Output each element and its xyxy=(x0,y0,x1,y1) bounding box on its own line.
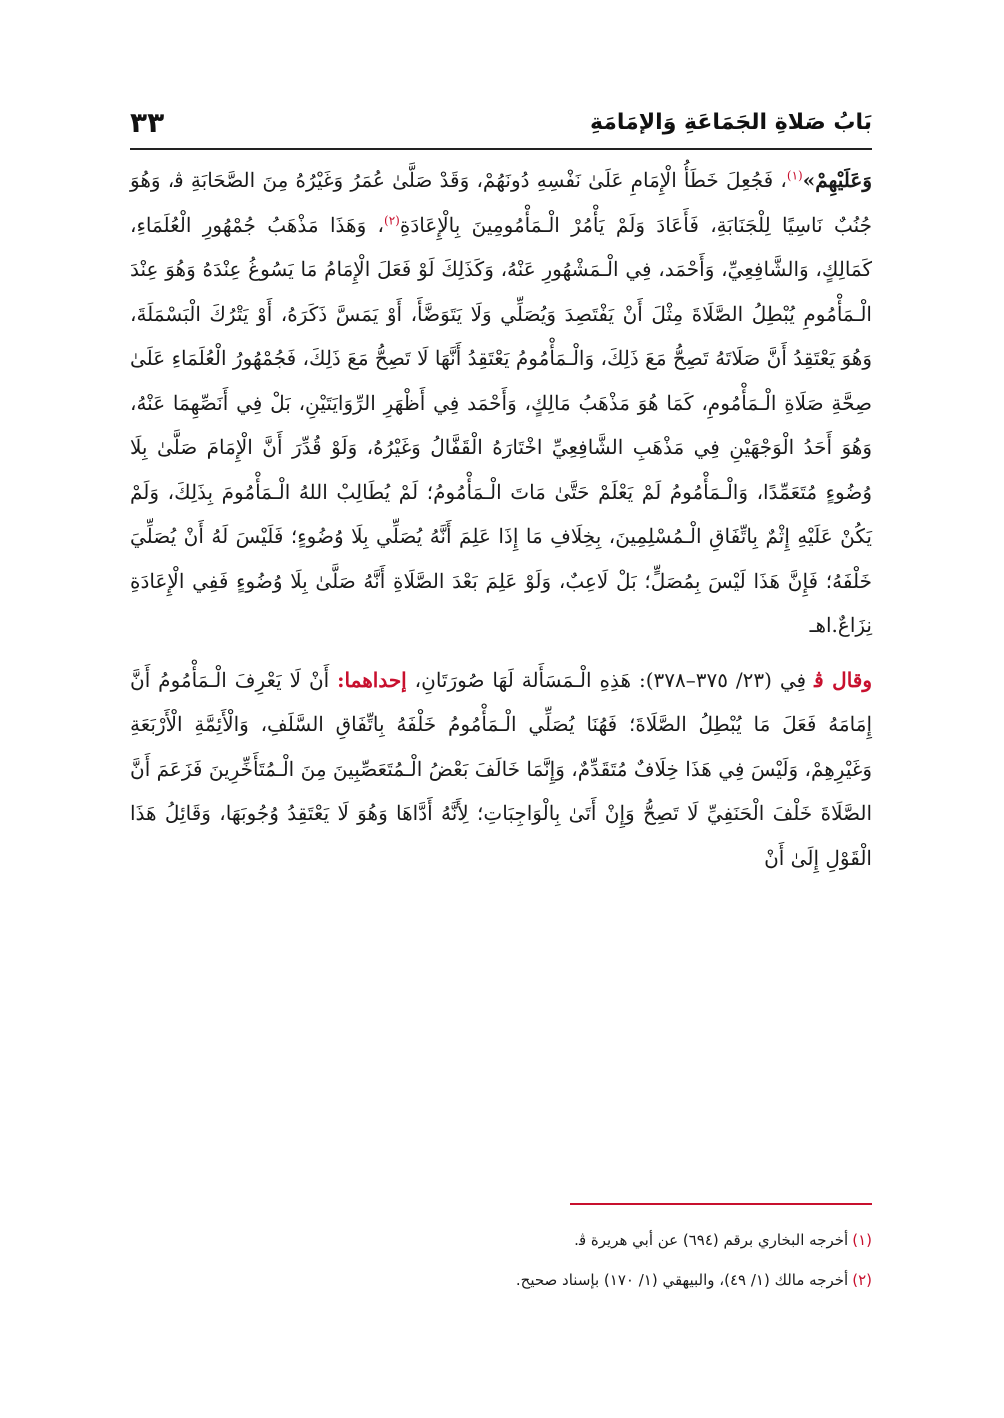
footnote-divider xyxy=(570,1203,872,1205)
paragraph-2-label: إحداهما: xyxy=(337,667,407,692)
page-number: ٣٣ xyxy=(130,106,165,139)
main-text xyxy=(130,158,872,880)
paragraph-1-intro: وَعَلَيْهِمْ» xyxy=(802,168,872,192)
header-divider xyxy=(130,148,872,150)
page-header xyxy=(130,106,872,146)
paragraph-1 xyxy=(130,158,872,648)
paragraph-1-text-a: ، فَجُعِلَ خَطَأُ الْإِمَامِ عَلَىٰ نَفْسِهِ دُونَهُمْ، وَقَدْ صَلَّىٰ عُمَرُ وَغَيْرُهُ مِنَ الصَّحَابَةِ ﭬ، وَهُوَ جُنُبٌ نَاسِيًا لِلْجَنَابَةِ، فَأَعَادَ وَلَمْ يَأْمُرْ الْـمَأْمُومِينَ بِالْإِعَادَةِ xyxy=(130,168,872,237)
footnote-2-text: أخرجه مالك (١/ ٤٩)، والبيهقي (١/ ١٧٠) بإسناد صحيح. xyxy=(515,1271,849,1289)
paragraph-2-text: أَنْ لَا يَعْرِفَ الْـمَأْمُومُ أَنَّ إِمَامَهُ فَعَلَ مَا يُبْطِلُ الصَّلَاةَ؛ فَهُنَا يُصَلِّي الْـمَأْمُومُ خَلْفَهُ بِاتِّفَاقِ السَّلَفِ، وَالْأَئِمَّةِ الْأَرْبَعَةِ وَغَيْرِهِمْ، وَلَيْسَ فِي هَذَا خِلَافٌ مُتَقَدِّمٌ، وَإِنَّمَا خَالَفَ بَعْضُ الْـمُتَعَصِّبِينَ مِنَ الْـمُتَأَخِّرِينَ فَزَعَمَ أَنَّ الصَّلَاةَ خَلْفَ الْحَنَفِيِّ لَا تَصِحُّ وَإِنْ أَتَىٰ بِالْوَاجِبَاتِ؛ لِأَنَّهُ أَدَّاهَا وَهُوَ لَا يَعْتَقِدُ وُجُوبَهَا، وَقَائِلُ هَذَا الْقَوْلِ إِلَىٰ أَنْ xyxy=(130,667,872,870)
footnote-2-number: (٢) xyxy=(852,1271,872,1289)
footnote-ref-1[interactable]: (١) xyxy=(786,168,803,183)
footnote-1-text: أخرجه البخاري برقم (٦٩٤) عن أبي هريرة ﭬ. xyxy=(574,1231,849,1249)
footnote-1-number: (١) xyxy=(852,1231,872,1249)
footnote-2 xyxy=(130,1260,872,1300)
paragraph-1-text-b: ، وَهَذَا مَذْهَبُ جُمْهُورِ الْعُلَمَاءِ، كَمَالِكٍ، وَالشَّافِعِيِّ، وَأَحْمَد، فِي الْـمَشْهُورِ عَنْهُ، وَكَذَلِكَ لَوْ فَعَلَ الْإِمَامُ مَا يَسُوغُ عِنْدَهُ وَهُوَ عِنْدَ الْـمَأْمُومِ يُبْطِلُ الصَّلَاةَ مِثْلَ أَنْ يَفْتَصِدَ وَيُصَلِّي وَلَا يَتَوَضَّأَ، أَوْ يَمَسَّ ذَكَرَهُ، أَوْ يَتْرُكَ الْبَسْمَلَةَ، وَهُوَ يَعْتَقِدُ أَنَّ صَلَاتَهُ تَصِحُّ مَعَ ذَلِكَ، وَالْـمَأْمُومُ يَعْتَقِدُ أَنَّهَا لَا تَصِحُّ مَعَ ذَلِكَ، فَجُمْهُورُ الْعُلَمَاءِ عَلَىٰ صِحَّةِ صَلَاةِ الْـمَأْمُومِ، كَمَا هُوَ مَذْهَبُ مَالِكٍ، وَأَحْمَد فِي أَظْهَرِ الرِّوَايَتَيْنِ، بَلْ فِي أَنَصِّهِمَا عَنْهُ، وَهُوَ أَحَدُ الْوَجْهَيْنِ فِي مَذْهَبِ الشَّافِعِيِّ اخْتَارَهُ الْقَفَّالُ وَغَيْرُهُ، وَلَوْ قُدِّرَ أَنَّ الْإِمَامَ صَلَّىٰ بِلَا وُضُوءٍ مُتَعَمِّدًا، وَالْـمَأْمُومُ لَمْ يَعْلَمْ حَتَّىٰ مَاتَ الْـمَأْمُومُ؛ لَمْ يُطَالِبْ اللهُ الْـمَأْمُومَ بِذَلِكَ، وَلَمْ يَكُنْ عَلَيْهِ إِثْمٌ بِاتِّفَاقِ الْـمُسْلِمِينَ، بِخِلَافِ مَا إِذَا عَلِمَ أَنَّهُ يُصَلِّي بِلَا وُضُوءٍ؛ فَلَيْسَ لَهُ أَنْ يُصَلِّيَ خَلْفَهُ؛ فَإِنَّ هَذَا لَيْسَ بِمُصَلٍّ؛ بَلْ لَاعِبٌ، وَلَوْ عَلِمَ بَعْدَ الصَّلَاةِ أَنَّهُ صَلَّىٰ بِلَا وُضُوءٍ فَفِي الْإِعَادَةِ نِزَاعٌ.اهـ xyxy=(130,212,872,637)
paragraph-2 xyxy=(130,658,872,881)
paragraph-2-intro: وقال ﭬ xyxy=(814,667,873,692)
running-title: بَابُ صَلاةِ الجَمَاعَةِ وَالإمَامَةِ xyxy=(589,110,872,135)
paragraph-2-reference: فِي (٢٣/ ٣٧٥–٣٧٨): هَذِهِ الْـمَسَأَلة لَهَا صُورَتَانِ، xyxy=(406,667,815,692)
footnotes xyxy=(130,1220,872,1300)
footnote-ref-2[interactable]: (٢) xyxy=(384,212,400,227)
footnote-1 xyxy=(130,1220,872,1260)
